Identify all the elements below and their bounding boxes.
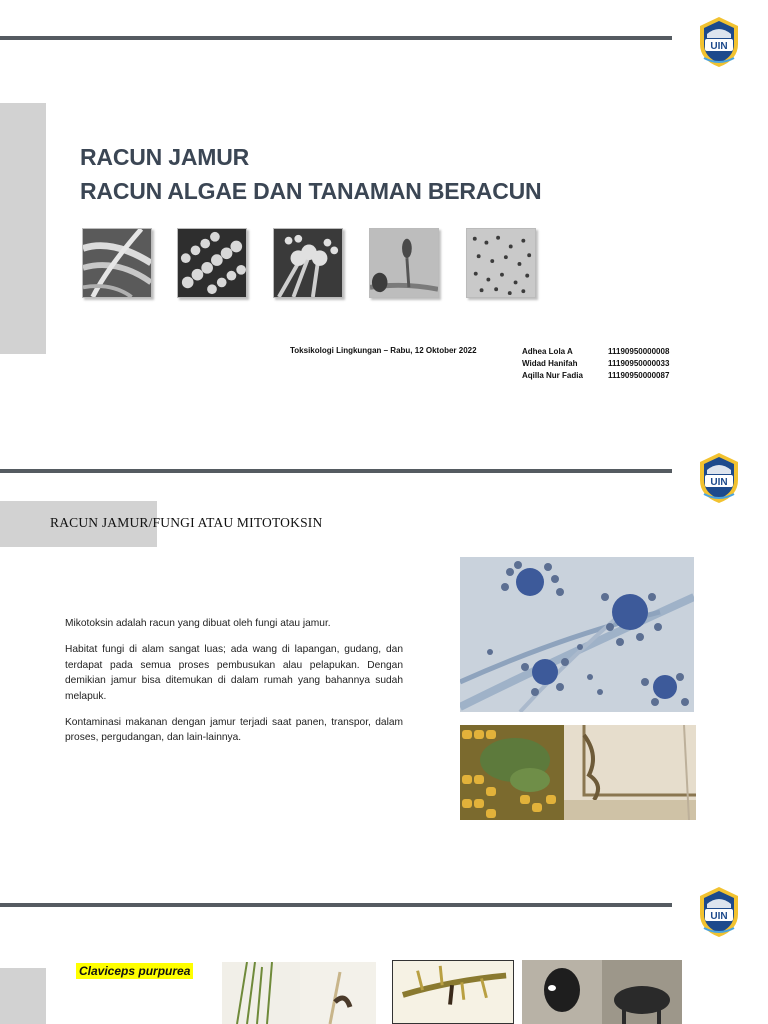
logo-text: UIN [710,911,728,922]
author-name: Aqilla Nur Fadia [522,371,583,380]
header-rule [0,903,672,907]
author-list [522,346,669,382]
slide-title [0,0,768,440]
author-row [522,358,669,370]
aspergillus-micrograph-image [460,557,694,712]
grass-stems-image [222,962,300,1024]
paragraph: Mikotoksin adalah racun yang dibuat oleh fungi atau jamur. [65,618,331,629]
paragraph: Habitat fungi di alam sangat luas; ada wang di lapangan, gudang, dan terdapat pada semua proses pembusukan alau pelapukan. Dengan demikian jamur bisa ditemukan di dalam rumah yang bahannya sudah melapuk. [65,644,403,702]
body-text [65,616,403,757]
course-info: Toksikologi Lingkungan – Rabu, 12 Oktober 2022 [290,346,477,355]
side-accent-bar [0,103,46,354]
ergot-spike-image [392,960,514,1024]
header-rule [0,469,672,473]
uin-logo-icon [694,884,744,940]
author-nim: 11190950000033 [608,359,670,368]
author-row [522,346,669,358]
author-name: Widad Hanifah [522,359,578,368]
side-accent-bar [0,968,46,1024]
micrograph-conidiophore-image [273,228,343,298]
paragraph: Kontaminasi makanan dengan jamur terjadi saat panen, transpor, dalam proses, pergudangan, dan lain-lainnya. [65,717,403,744]
micrograph-hyphae-image [82,228,152,298]
header-rule [0,36,672,40]
moldy-wall-image [564,725,696,820]
section-title: RACUN JAMUR/FUNGI ATAU MITOTOKSIN [50,515,323,530]
logo-text: UIN [710,41,728,52]
author-nim: 11190950000008 [608,347,670,356]
moldy-corn-image [460,725,564,820]
logo-text: UIN [710,477,728,488]
slide-mycotoxin [0,440,768,880]
title-line-1: RACUN JAMUR [80,144,250,170]
uin-logo-icon [694,14,744,70]
species-label: Claviceps purpurea [76,963,193,979]
slide-title-text [80,140,541,208]
author-nim: 11190950000087 [608,371,670,380]
title-line-2: RACUN ALGAE DAN TANAMAN BERACUN [80,178,542,204]
ergot-grain-image [300,962,376,1024]
cattle-image [522,960,682,1024]
slide-claviceps [0,880,768,1024]
uin-logo-icon [694,450,744,506]
micrograph-spore-sac-image [369,228,439,298]
micrograph-particles-image [466,228,536,298]
author-row [522,370,669,382]
micrograph-spore-chain-image [177,228,247,298]
author-name: Adhea Lola A [522,347,573,356]
